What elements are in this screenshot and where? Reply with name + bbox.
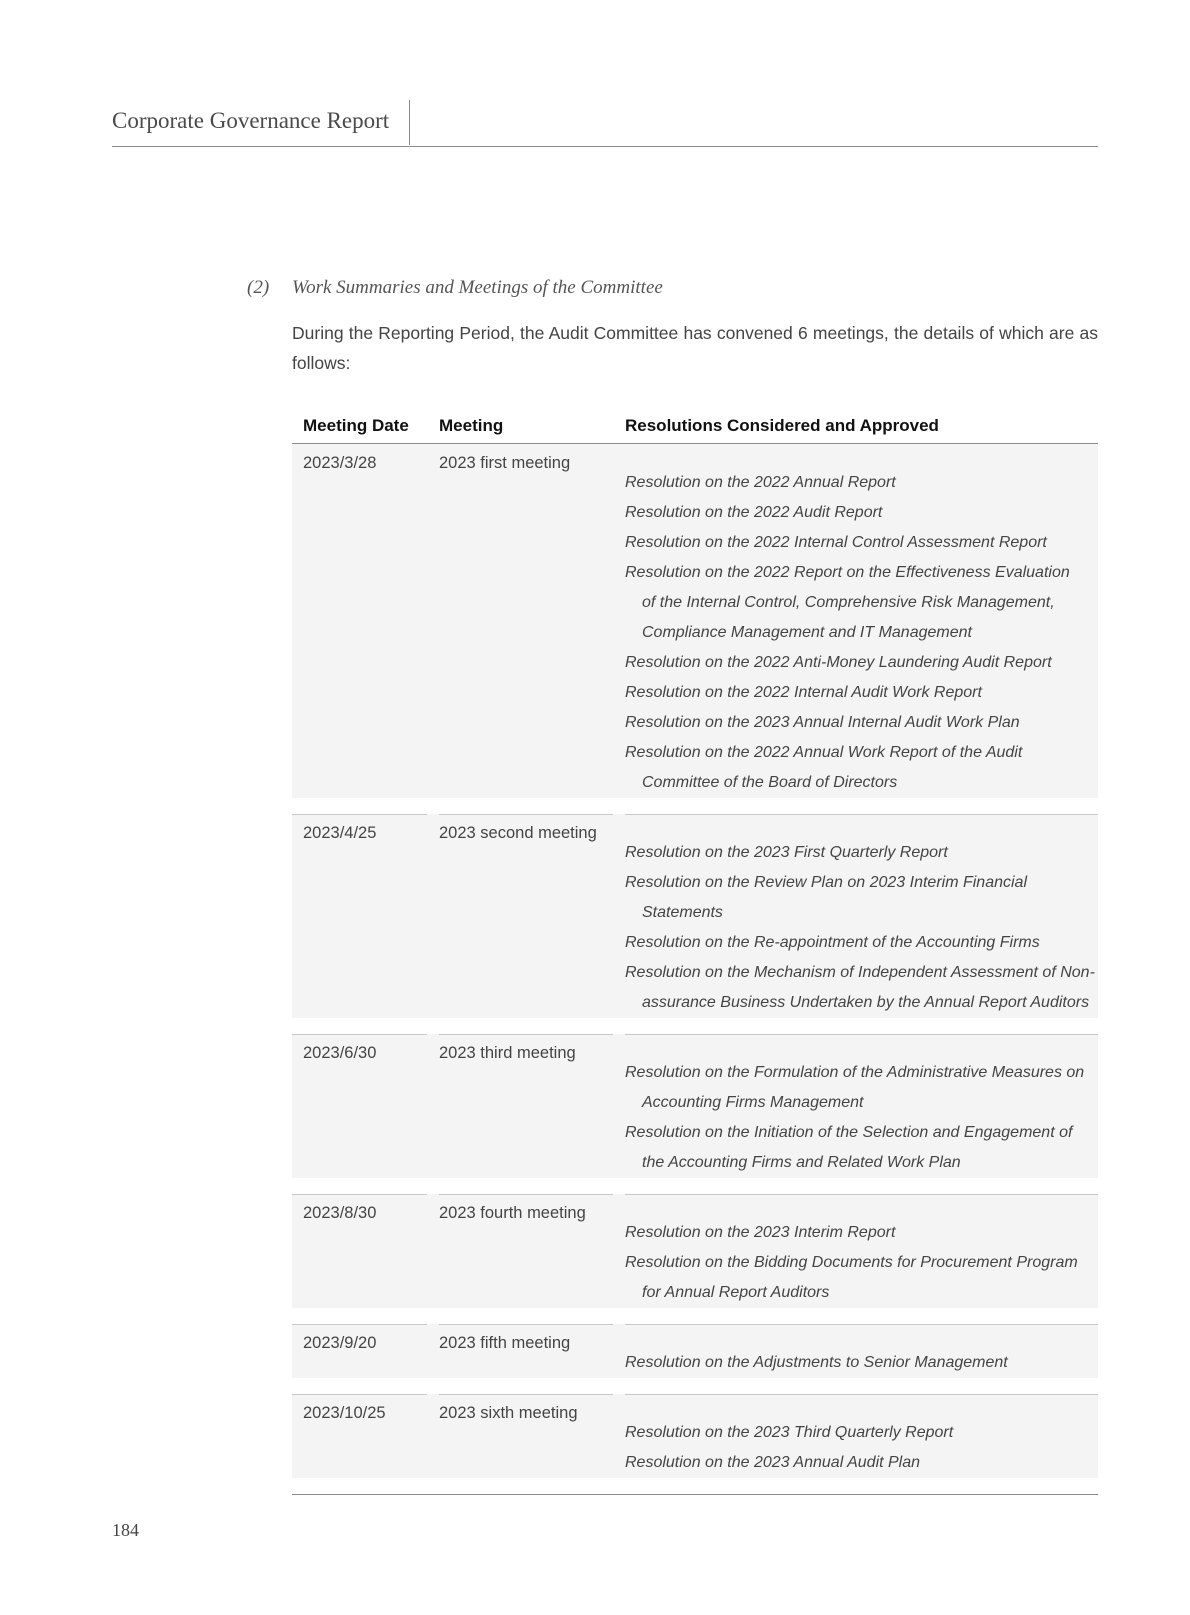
- resolution-text-continued: the Accounting Firms and Related Work Plan: [642, 1154, 961, 1171]
- resolution-item: [625, 1348, 1098, 1378]
- resolution-text: Resolution on the 2023 First Quarterly Report: [625, 844, 948, 861]
- meetings-table: [292, 411, 1098, 1495]
- table-row: [292, 1394, 1098, 1478]
- resolution-text: Resolution on the 2023 Interim Report: [625, 1224, 896, 1241]
- header-title: Corporate Governance Report: [112, 108, 390, 133]
- resolution-item: [625, 928, 1098, 958]
- meeting-date: 2023/10/25: [303, 1404, 386, 1422]
- resolution-text-continued: Accounting Firms Management: [642, 1094, 864, 1111]
- resolution-list: [625, 1218, 1098, 1308]
- resolution-text-continued: Compliance Management and IT Management: [642, 624, 972, 641]
- resolution-text-continued: Committee of the Board of Directors: [642, 774, 898, 791]
- resolution-text: Resolution on the Mechanism of Independent Assessment of Non-: [625, 964, 1095, 981]
- resolution-text: Resolution on the 2022 Anti-Money Laundering Audit Report: [625, 654, 1052, 671]
- resolution-list: [625, 1058, 1098, 1178]
- meeting-date: 2023/3/28: [303, 454, 377, 472]
- resolution-item: [625, 958, 1098, 1018]
- resolution-item: [625, 1448, 1098, 1478]
- resolution-list: [625, 1348, 1098, 1378]
- resolution-text-continued: Statements: [642, 904, 723, 921]
- resolution-item: [625, 1058, 1098, 1118]
- resolution-item: [625, 1218, 1098, 1248]
- resolution-text: Resolution on the Re-appointment of the Accounting Firms: [625, 934, 1040, 951]
- meeting-date: 2023/9/20: [303, 1334, 377, 1352]
- meeting-date: 2023/4/25: [303, 824, 377, 842]
- resolution-text: Resolution on the 2022 Annual Work Report of the Audit: [625, 744, 1023, 761]
- resolution-item: [625, 498, 1098, 528]
- meeting-name: 2023 second meeting: [439, 824, 597, 842]
- section-number: (2): [247, 277, 270, 298]
- header-meeting: Meeting: [439, 416, 504, 435]
- table-row: [292, 1194, 1098, 1308]
- resolution-item: [625, 1418, 1098, 1448]
- table-row: [292, 1324, 1098, 1378]
- resolution-text: Resolution on the Formulation of the Administrative Measures on: [625, 1064, 1085, 1081]
- resolution-item: [625, 1118, 1098, 1178]
- resolution-item: [625, 868, 1098, 928]
- resolution-text: Resolution on the Review Plan on 2023 Interim Financial: [625, 874, 1028, 891]
- resolution-text: Resolution on the Adjustments to Senior Management: [625, 1354, 1008, 1371]
- resolution-text: Resolution on the 2023 Annual Internal Audit Work Plan: [625, 714, 1020, 731]
- table-row: [292, 444, 1098, 798]
- table-row: [292, 814, 1098, 1018]
- header-divider: [409, 100, 410, 145]
- table-row: [292, 1034, 1098, 1178]
- resolution-list: [625, 468, 1098, 798]
- meeting-name: 2023 fifth meeting: [439, 1334, 571, 1352]
- header-meeting-date: Meeting Date: [303, 416, 409, 435]
- meeting-date: 2023/6/30: [303, 1044, 377, 1062]
- resolution-item: [625, 528, 1098, 558]
- meeting-name: 2023 sixth meeting: [439, 1404, 578, 1422]
- section-intro: During the Reporting Period, the Audit Committee has convened 6 meetings, the details of which are as follows:: [292, 323, 1098, 373]
- section-title: Work Summaries and Meetings of the Committee: [292, 277, 663, 298]
- meeting-name: 2023 fourth meeting: [439, 1204, 586, 1222]
- meeting-name: 2023 third meeting: [439, 1044, 576, 1062]
- resolution-item: [625, 708, 1098, 738]
- resolution-text: Resolution on the 2022 Internal Control Assessment Report: [625, 534, 1047, 551]
- resolution-text-continued: assurance Business Undertaken by the Annual Report Auditors: [642, 994, 1090, 1011]
- header-resolutions: Resolutions Considered and Approved: [625, 416, 939, 435]
- resolution-text: Resolution on the Initiation of the Selection and Engagement of: [625, 1124, 1073, 1141]
- table-body: [292, 444, 1098, 1478]
- resolution-list: [625, 838, 1098, 1018]
- resolution-text: Resolution on the 2023 Third Quarterly Report: [625, 1424, 954, 1441]
- meeting-date: 2023/8/30: [303, 1204, 377, 1222]
- resolution-item: [625, 678, 1098, 708]
- resolution-list: [625, 1418, 1098, 1478]
- resolution-text-continued: for Annual Report Auditors: [642, 1284, 830, 1301]
- resolution-text-continued: of the Internal Control, Comprehensive Risk Management,: [642, 594, 1055, 611]
- resolution-text: Resolution on the Bidding Documents for Procurement Program: [625, 1254, 1078, 1271]
- resolution-item: [625, 838, 1098, 868]
- resolution-item: [625, 648, 1098, 678]
- resolution-item: [625, 738, 1098, 798]
- table-header: [292, 411, 1098, 444]
- resolution-item: [625, 468, 1098, 498]
- resolution-text: Resolution on the 2022 Report on the Effectiveness Evaluation: [625, 564, 1070, 581]
- table-bottom-rule: [292, 1494, 1098, 1495]
- resolution-text: Resolution on the 2023 Annual Audit Plan: [625, 1454, 921, 1471]
- resolution-text: Resolution on the 2022 Internal Audit Work Report: [625, 684, 982, 701]
- page-number: 184: [112, 1520, 139, 1540]
- resolution-text: Resolution on the 2022 Annual Report: [625, 474, 896, 491]
- meeting-name: 2023 first meeting: [439, 454, 571, 472]
- resolution-text: Resolution on the 2022 Audit Report: [625, 504, 883, 521]
- page-header: [112, 98, 1098, 147]
- resolution-item: [625, 558, 1098, 648]
- resolution-item: [625, 1248, 1098, 1308]
